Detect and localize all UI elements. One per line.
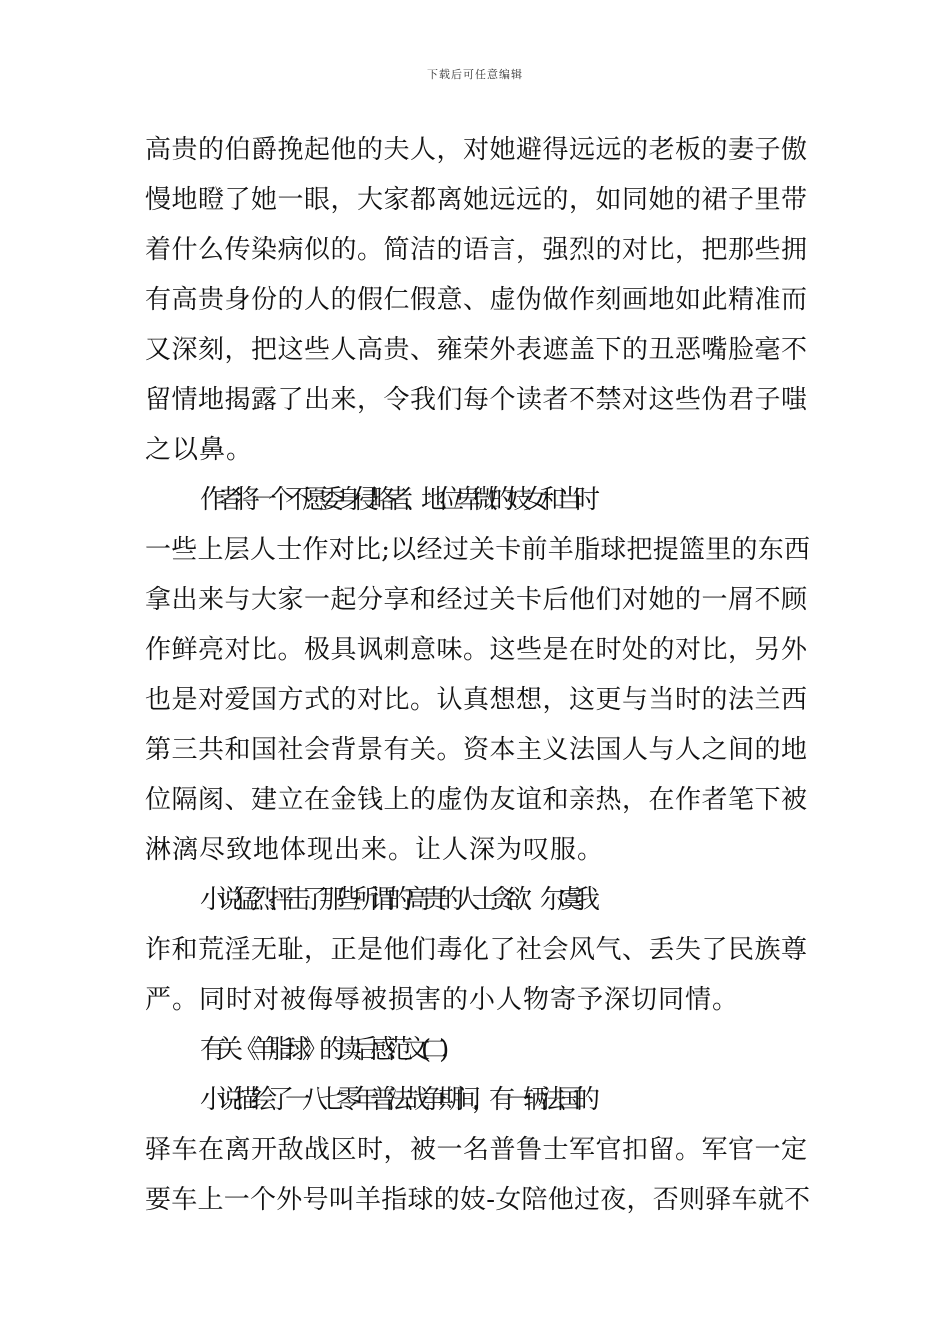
text-line: 淋漓尽致地体现出来。让人深为叹服。	[145, 835, 605, 865]
text-line: 慢地瞪了她一眼，大家都离她远远的，如同她的裙子里带	[145, 185, 808, 215]
text-line: 有高贵身份的人的假仁假意、虚伪做作刻画地如此精准而	[145, 285, 808, 315]
text-line: 严。同时对被侮辱被损害的小人物寄予深切同情。	[145, 985, 740, 1015]
text-line: 拿出来与大家一起分享和经过关卡后他们对她的一屑不顾	[145, 585, 808, 615]
text-line: 第三共和国社会背景有关。资本主义法国人与人之间的地	[145, 735, 808, 765]
text-line: 驿车在离开敌战区时，被一名普鲁士军官扣留。军官一定	[145, 1135, 808, 1165]
page-header: 下载后可任意编辑	[427, 68, 523, 81]
text-line: 小说猛烈抨击了那些所谓的高贵的人士贪欲、尔虞我	[200, 885, 592, 915]
text-line: 位隔阂、建立在金钱上的虚伪友谊和亲热，在作者笔下被	[145, 785, 808, 815]
text-line: 一些上层人士作对比;以经过关卡前羊脂球把提篮里的东西	[145, 535, 811, 565]
text-line: 又深刻，把这些人高贵、雍荣外表遮盖下的丑恶嘴脸毫不	[145, 335, 808, 365]
text-line: 高贵的伯爵挽起他的夫人，对她避得远远的老板的妻子傲	[145, 135, 808, 165]
text-line: 着什么传染病似的。简洁的语言，强烈的对比，把那些拥	[145, 235, 808, 265]
text-line: 也是对爱国方式的对比。认真想想，这更与当时的法兰西	[145, 685, 808, 715]
text-line: 作鲜亮对比。极具讽刺意味。这些是在时处的对比，另外	[145, 635, 808, 665]
text-line: 作者将一个不愿委身侵略者、地位卑微的妓女和当时	[200, 485, 592, 515]
text-line: 之以鼻。	[145, 435, 254, 465]
text-line: 有关《羊脂球》的读后感范文(二)	[200, 1035, 441, 1065]
body-text	[145, 125, 810, 1225]
text-line: 诈和荒淫无耻，正是他们毒化了社会风气、丢失了民族尊	[145, 935, 808, 965]
text-line: 留情地揭露了出来，令我们每个读者不禁对这些伪君子嗤	[145, 385, 808, 415]
text-line: 要车上一个外号叫羊指球的妓-女陪他过夜，否则驿车就不	[145, 1185, 811, 1215]
text-line: 小说描绘了一八七零年普法战争期间，有一辆法国的	[200, 1085, 592, 1115]
